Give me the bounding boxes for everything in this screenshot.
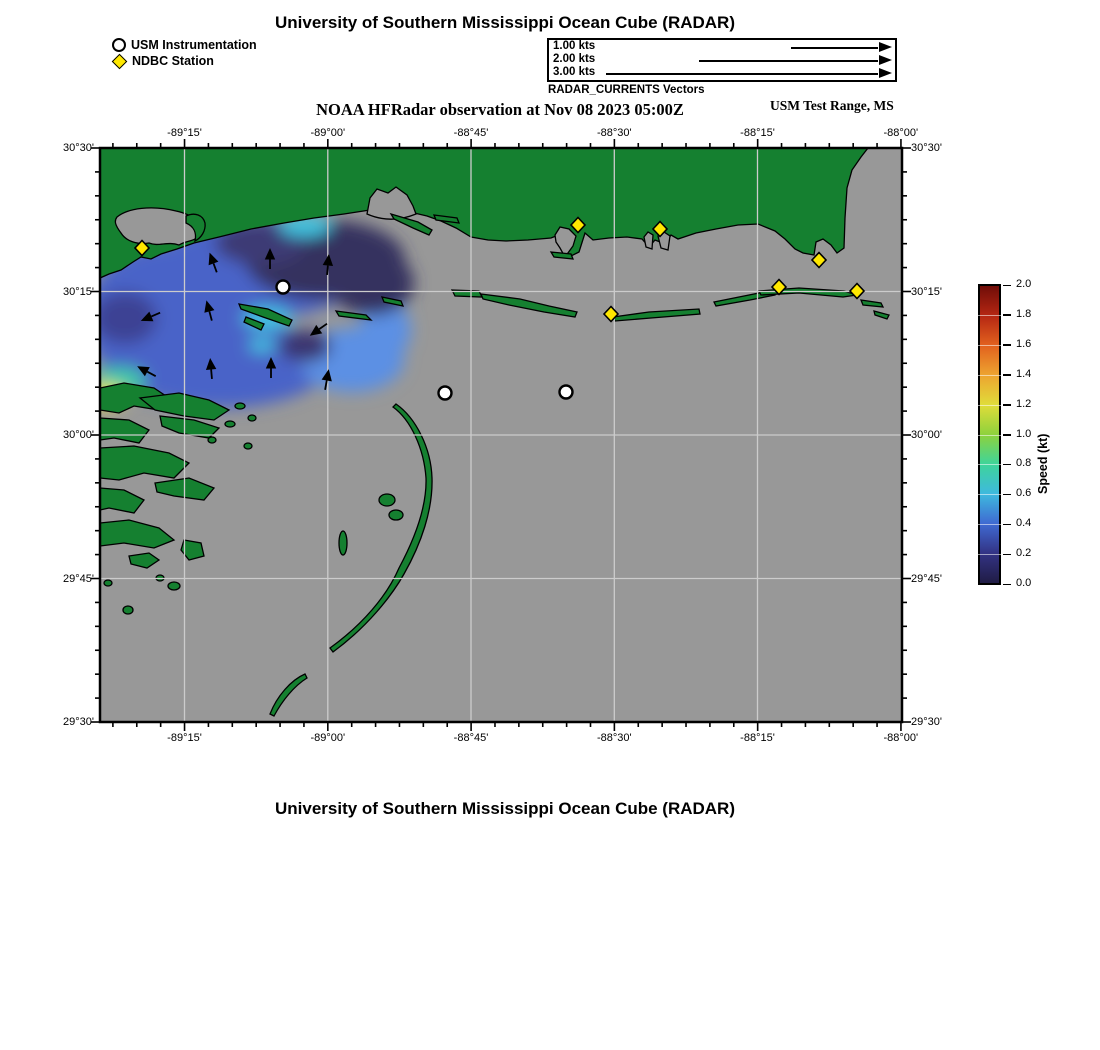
lat-tick-label: 29°45' — [63, 572, 94, 585]
lon-tick-label: -89°15' — [167, 732, 202, 744]
lon-tick-label: -88°45' — [453, 732, 489, 744]
speed-blob — [249, 338, 275, 352]
vector-scale-row — [549, 53, 895, 66]
legend-label: USM Instrumentation — [131, 38, 257, 52]
colorbar-tick — [1003, 434, 1011, 436]
lon-tick-label: -88°45' — [453, 127, 489, 139]
vector-scale-box — [547, 38, 897, 82]
lon-tick-label: -88°15' — [740, 127, 775, 139]
colorbar-tick-label: 1.2 — [1016, 397, 1032, 410]
vector-scale-label: 3.00 kts — [553, 66, 596, 78]
colorbar-tick-label: 0.4 — [1016, 517, 1032, 530]
colorbar-tick — [1003, 584, 1011, 586]
lon-tick-label: -89°00' — [310, 127, 346, 139]
scale-arrow-icon — [699, 58, 891, 61]
colorbar-tick-label: 1.0 — [1016, 427, 1032, 440]
colorbar-gridline — [978, 405, 1001, 406]
colorbar-tick — [1003, 404, 1011, 406]
lon-tick-label: -88°00' — [883, 127, 919, 139]
colorbar-tick — [1003, 494, 1011, 496]
vector-scale-row — [549, 66, 895, 79]
pascagoula-inlet-west — [644, 232, 653, 249]
lon-tick-label: -88°30' — [596, 732, 632, 744]
lon-tick-label: -88°30' — [596, 127, 632, 139]
colorbar-gridline — [978, 435, 1001, 436]
colorbar-gridline — [978, 554, 1001, 555]
legend-item — [112, 53, 257, 69]
usm-instrumentation-marker — [439, 387, 452, 400]
scale-arrow-icon — [606, 71, 891, 74]
lon-tick-label: -89°00' — [310, 732, 346, 744]
marsh-dot — [123, 606, 133, 614]
lon-tick-label: -89°15' — [167, 127, 202, 139]
colorbar-tick — [1003, 314, 1011, 316]
lat-tick-label: 30°15' — [63, 285, 94, 298]
lat-tick-label: 29°30' — [63, 716, 94, 728]
lat-tick-label: 30°30' — [63, 142, 94, 154]
inner-islet — [389, 510, 403, 520]
vector-scale-label: 2.00 kts — [553, 53, 596, 65]
marsh-dot — [225, 421, 235, 427]
lat-tick-label: 30°00' — [911, 429, 942, 441]
lat-tick-label: 30°30' — [911, 142, 942, 154]
speed-blob — [279, 330, 331, 362]
colorbar-tick-label: 0.6 — [1016, 487, 1032, 500]
lon-tick-label: -88°00' — [883, 732, 919, 744]
lat-tick-label: 29°45' — [911, 572, 942, 585]
colorbar-tick — [1003, 285, 1011, 287]
colorbar-tick — [1003, 344, 1011, 346]
colorbar-tick-label: 1.4 — [1016, 367, 1032, 380]
circle-icon — [112, 38, 126, 52]
marsh-dot — [168, 582, 180, 590]
marsh-dot — [244, 443, 252, 449]
marsh-dot — [235, 403, 245, 409]
colorbar-tick-label: 1.6 — [1016, 337, 1032, 350]
colorbar-tick-label: 1.8 — [1016, 307, 1032, 320]
legend — [112, 37, 257, 69]
region-label: USM Test Range, MS — [770, 98, 894, 113]
legend-label: NDBC Station — [132, 54, 214, 68]
marsh-dot — [104, 580, 112, 586]
colorbar-tick-label: 0.0 — [1016, 577, 1032, 589]
colorbar-gridline — [978, 464, 1001, 465]
inner-islet — [379, 494, 395, 506]
observation-subtitle: NOAA HFRadar observation at Nov 08 2023 05:00Z — [316, 100, 684, 119]
map-figure — [86, 134, 916, 736]
colorbar-gridline — [978, 524, 1001, 525]
legend-item — [112, 37, 257, 53]
vector-scale-row — [549, 40, 895, 53]
lat-tick-label: 29°30' — [911, 716, 942, 728]
marsh-dot — [208, 437, 216, 443]
colorbar-tick — [1003, 554, 1011, 556]
scale-arrow-icon — [791, 45, 891, 48]
usm-instrumentation-marker — [277, 281, 290, 294]
inner-islet — [339, 531, 347, 555]
colorbar-tick — [1003, 524, 1011, 526]
marsh-dot — [248, 415, 256, 421]
lat-tick-label: 30°15' — [911, 285, 942, 298]
usm-instrumentation-marker — [560, 386, 573, 399]
colorbar-tick — [1003, 464, 1011, 466]
colorbar-gridline — [978, 345, 1001, 346]
page-title-bottom: University of Southern Mississippi Ocean Cube (RADAR) — [274, 799, 735, 818]
page-title-top: University of Southern Mississippi Ocean Cube (RADAR) — [274, 13, 735, 32]
colorbar-tick-label: 2.0 — [1016, 278, 1032, 290]
vector-scale-caption: RADAR_CURRENTS Vectors — [548, 84, 705, 96]
colorbar-gridline — [978, 375, 1001, 376]
lat-tick-label: 30°00' — [63, 429, 94, 441]
colorbar-gridline — [978, 315, 1001, 316]
colorbar-gridline — [978, 494, 1001, 495]
colorbar-tick — [1003, 374, 1011, 376]
colorbar-tick-label: 0.8 — [1016, 457, 1032, 470]
diamond-icon — [112, 53, 128, 69]
colorbar-label: Speed (kt) — [1036, 433, 1050, 494]
vector-scale-label: 1.00 kts — [553, 40, 596, 52]
colorbar-tick-label: 0.2 — [1016, 547, 1032, 560]
lon-tick-label: -88°15' — [740, 732, 775, 744]
